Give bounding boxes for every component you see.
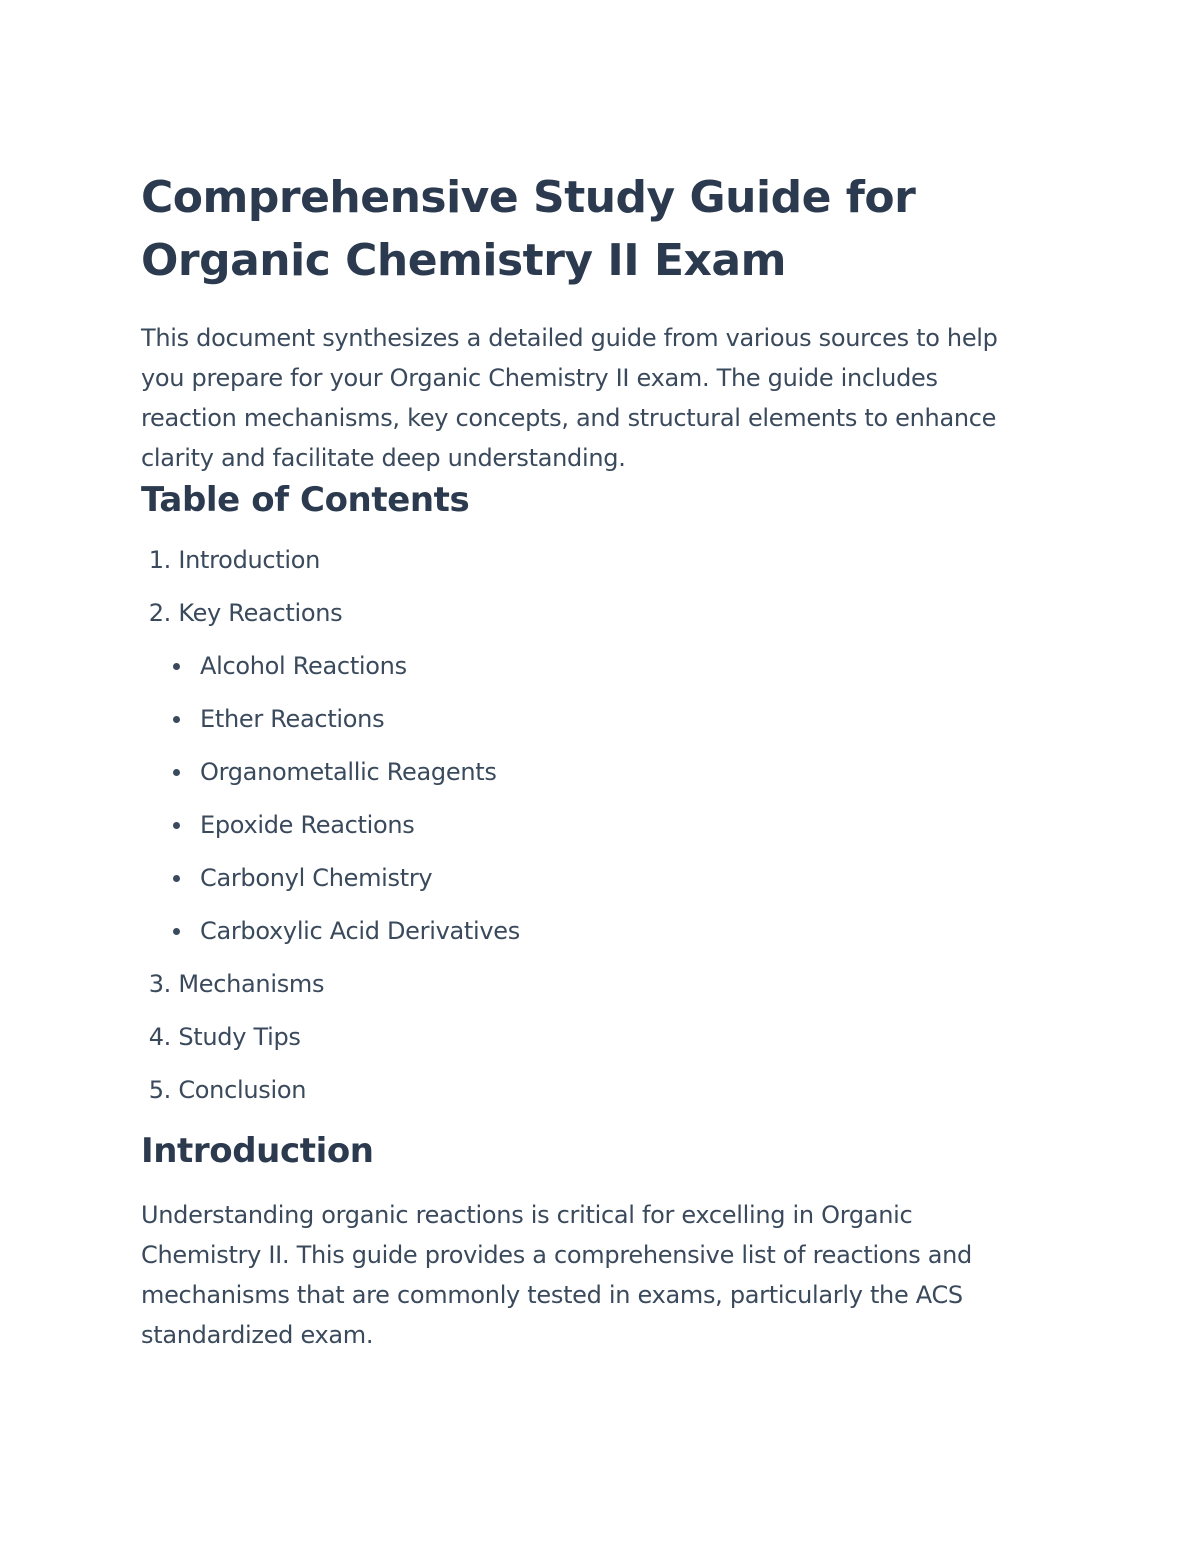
bullet-icon	[173, 822, 180, 829]
toc-item-label: Conclusion	[178, 1076, 307, 1104]
toc-subitem-carbonyl-chemistry[interactable]	[141, 864, 1061, 892]
toc-item-number: 3.	[148, 970, 171, 998]
toc-subitem-label: Carbonyl Chemistry	[200, 864, 433, 892]
title-line-1: Comprehensive Study Guide for	[141, 172, 916, 223]
toc-subitem-label: Organometallic Reagents	[200, 758, 497, 786]
introduction-line-4: standardized exam.	[141, 1321, 374, 1349]
intro-line-3: reaction mechanisms, key concepts, and structural elements to enhance	[141, 404, 997, 432]
bullet-icon	[173, 769, 180, 776]
toc-subitem-label: Alcohol Reactions	[200, 652, 407, 680]
toc-subitem-epoxide-reactions[interactable]	[141, 811, 1061, 839]
toc-subitem-alcohol-reactions[interactable]	[141, 652, 1061, 680]
document-title	[141, 166, 1061, 292]
intro-line-1: This document synthesizes a detailed guide from various sources to help	[141, 324, 998, 352]
toc-item-number: 4.	[148, 1023, 171, 1051]
toc-item-introduction[interactable]	[141, 546, 1061, 574]
toc-heading: Table of Contents	[141, 480, 470, 520]
toc-sublist-key-reactions	[141, 652, 1061, 945]
toc-item-label: Key Reactions	[178, 599, 343, 627]
toc-item-number: 2.	[148, 599, 171, 627]
document-page	[141, 166, 1061, 1355]
bullet-icon	[173, 875, 180, 882]
intro-line-2: you prepare for your Organic Chemistry II exam. The guide includes	[141, 364, 938, 392]
toc-subitem-organometallic-reagents[interactable]	[141, 758, 1061, 786]
toc-item-mechanisms[interactable]	[141, 970, 1061, 998]
toc-item-number: 1.	[148, 546, 171, 574]
toc-subitem-carboxylic-acid-derivatives[interactable]	[141, 917, 1061, 945]
bullet-icon	[173, 716, 180, 723]
toc-subitem-label: Ether Reactions	[200, 705, 385, 733]
toc-item-study-tips[interactable]	[141, 1023, 1061, 1051]
title-line-2: Organic Chemistry II Exam	[141, 235, 786, 286]
toc-item-label: Introduction	[178, 546, 321, 574]
introduction-line-2: Chemistry II. This guide provides a comprehensive list of reactions and	[141, 1241, 972, 1269]
toc-item-conclusion[interactable]	[141, 1076, 1061, 1104]
toc-item-label: Study Tips	[178, 1023, 301, 1051]
toc-subitem-ether-reactions[interactable]	[141, 705, 1061, 733]
toc-item-label: Mechanisms	[178, 970, 325, 998]
introduction-line-1: Understanding organic reactions is critical for excelling in Organic	[141, 1201, 913, 1229]
toc-subitem-label: Carboxylic Acid Derivatives	[200, 917, 520, 945]
introduction-heading: Introduction	[141, 1131, 374, 1171]
bullet-icon	[173, 663, 180, 670]
bullet-icon	[173, 928, 180, 935]
toc-subitem-label: Epoxide Reactions	[200, 811, 415, 839]
intro-line-4: clarity and facilitate deep understanding.	[141, 444, 626, 472]
introduction-line-3: mechanisms that are commonly tested in exams, particularly the ACS	[141, 1281, 963, 1309]
introduction-paragraph	[141, 1195, 1061, 1355]
toc-item-key-reactions[interactable]	[141, 599, 1061, 945]
table-of-contents	[141, 546, 1061, 1104]
intro-paragraph	[141, 318, 1061, 478]
toc-item-number: 5.	[148, 1076, 171, 1104]
